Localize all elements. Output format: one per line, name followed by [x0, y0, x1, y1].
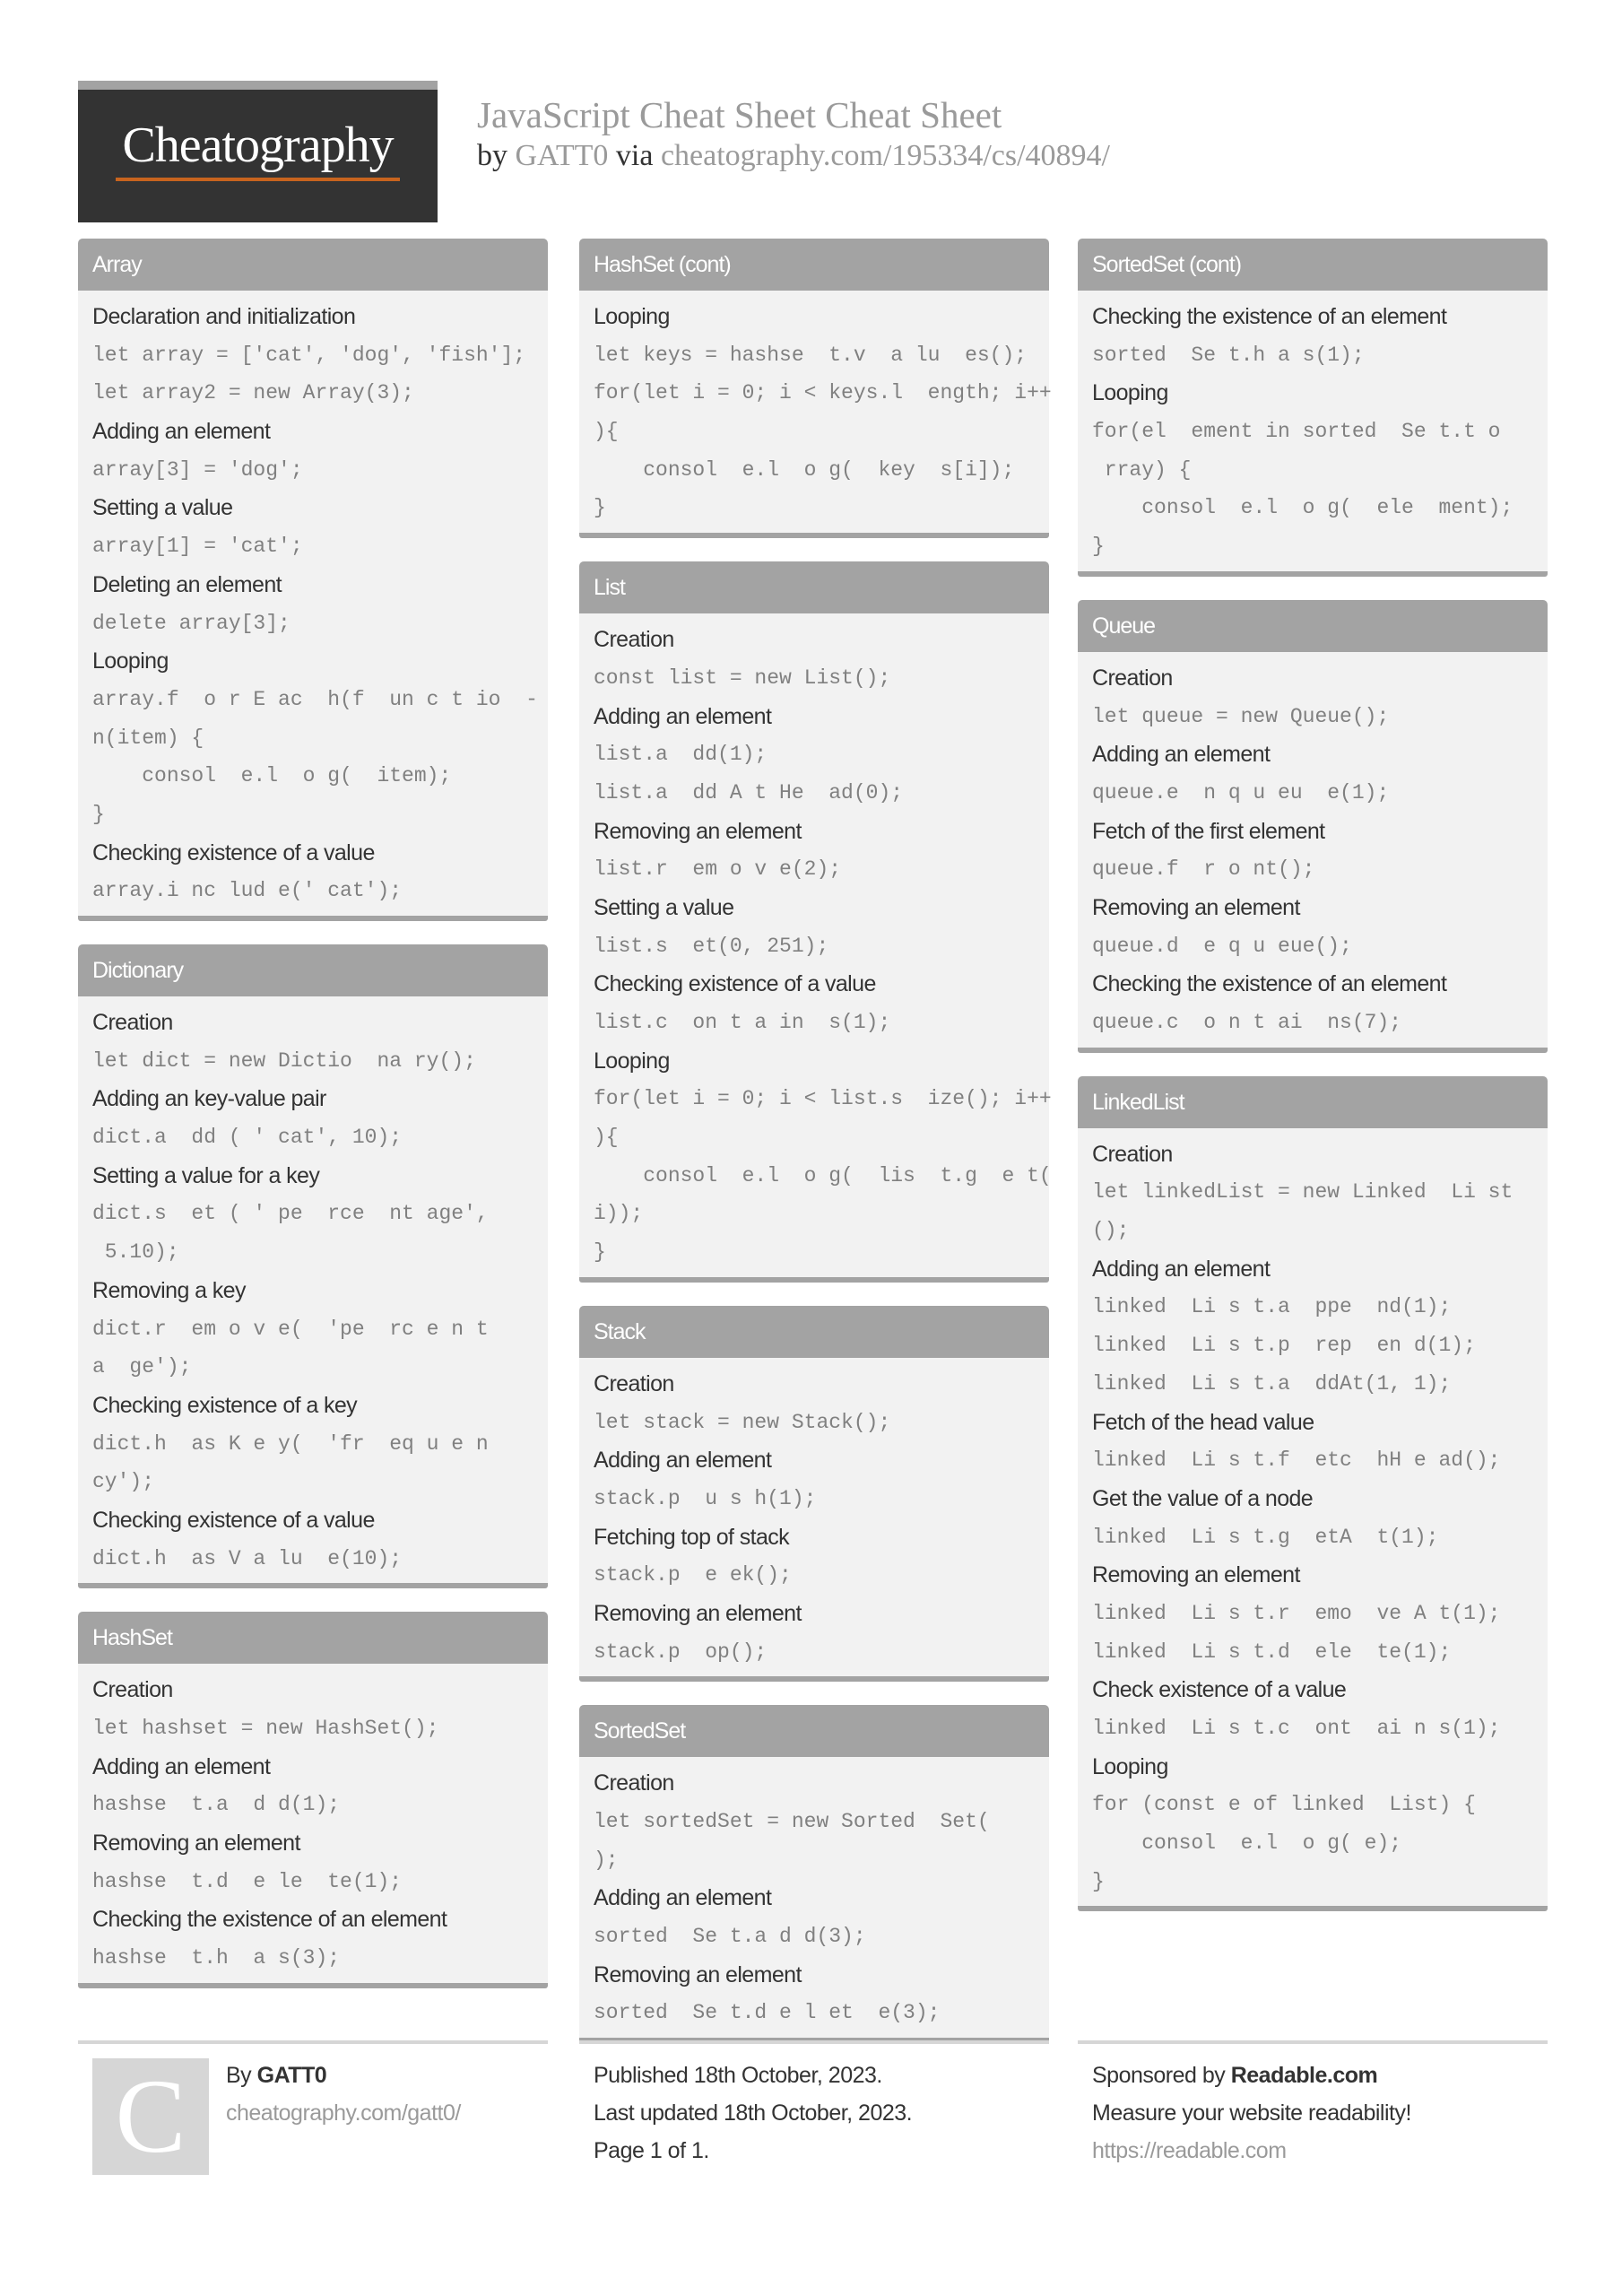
code-line: linked Li s t.c ont ai n s(1); — [1092, 1717, 1501, 1740]
code-line: linked Li s t.r emo ve A t(1); — [1092, 1601, 1501, 1625]
sponsor-line — [1092, 2057, 1548, 2094]
code-line: } — [92, 802, 105, 826]
section-sortedset-cont — [1078, 239, 1548, 577]
entry-label: Creation — [1092, 1141, 1173, 1167]
entry-label: Removing an element — [594, 818, 802, 844]
entry-label: Creation — [1092, 665, 1173, 691]
logo-underline — [116, 178, 400, 181]
entry-label: Fetching top of stack — [594, 1524, 790, 1550]
author-name: GATT0 — [256, 2063, 327, 2088]
entry-label: Setting a value — [594, 894, 734, 920]
entry-label: Looping — [92, 648, 169, 674]
code-line: array.f o r E ac h(f un c t io - — [92, 687, 538, 711]
page-subtitle — [477, 136, 1110, 176]
code-line: stack.p e ek(); — [594, 1563, 792, 1587]
entry-label: Creation — [594, 1370, 674, 1396]
entry-label: Deleting an element — [92, 571, 282, 597]
section-body — [1078, 1128, 1548, 1912]
code-line: list.a dd A t He ad(0); — [594, 780, 904, 804]
entry-label: Removing an element — [1092, 1562, 1300, 1588]
logo-text: Cheatography — [122, 117, 394, 173]
entry-label: Checking the existence of an element — [1092, 971, 1447, 997]
page-number: Page 1 of 1. — [594, 2138, 709, 2163]
code-line: consol e.l o g( item); — [92, 764, 452, 788]
entry-label: Creation — [594, 627, 674, 653]
published-date: Published 18th October, 2023. — [594, 2063, 882, 2088]
code-line: 5.10); — [92, 1240, 179, 1265]
code-line: n(item) { — [92, 726, 204, 750]
entry-label: Adding an element — [594, 1885, 772, 1911]
code-line: a ge'); — [92, 1355, 192, 1379]
code-line: queue.e n q u eu e(1); — [1092, 780, 1390, 804]
code-line: for(let i = 0; i < keys.l ength; i++ — [594, 381, 1052, 405]
author-profile-link[interactable]: cheatography.com/gatt0/ — [226, 2100, 461, 2126]
code-line: let sortedSet = new Sorted Set( — [594, 1810, 990, 1833]
code-line: dict.r em o v e( 'pe rc e n t — [92, 1317, 489, 1341]
entry-label: Looping — [1092, 380, 1168, 406]
sponsor-name[interactable]: Readable.com — [1230, 2063, 1378, 2088]
code-line: } — [1092, 1869, 1105, 1893]
code-line: dict.h as V a lu e(10); — [92, 1546, 403, 1570]
entry-label: Looping — [1092, 1753, 1168, 1779]
entry-label: Removing a key — [92, 1277, 246, 1303]
entry-label: Declaration and initialization — [92, 304, 356, 329]
code-line: array.i nc lud e(' cat'); — [92, 879, 403, 903]
entry-label: Fetch of the first element — [1092, 818, 1325, 844]
entry-label: Adding an element — [92, 1753, 271, 1779]
code-line: array[1] = 'cat'; — [92, 535, 303, 559]
code-line: } — [594, 1240, 606, 1265]
code-line: consol e.l o g( e); — [1092, 1831, 1402, 1856]
entry-label: Looping — [594, 304, 670, 329]
entry-label: Adding an element — [92, 419, 271, 445]
code-line: let stack = new Stack(); — [594, 1410, 891, 1434]
footer-dates — [579, 2040, 1049, 2170]
code-line: dict.a dd ( ' cat', 10); — [92, 1126, 403, 1150]
entry-label: Get the value of a node — [1092, 1485, 1314, 1511]
section-hashset — [78, 1612, 548, 1988]
entry-label: Fetch of the head value — [1092, 1409, 1314, 1435]
code-line: cy'); — [92, 1470, 155, 1494]
code-line: list.r em o v e(2); — [594, 857, 842, 882]
by-label: by — [477, 139, 516, 172]
code-line: for(el ement in sorted Se t.t o — [1092, 420, 1501, 444]
entry-label: Adding an element — [594, 1448, 772, 1474]
code-line: (); — [1092, 1219, 1130, 1243]
footer-author — [78, 2040, 548, 2187]
column-2 — [579, 239, 1052, 2066]
section-stack — [579, 1306, 1049, 1683]
code-line: } — [594, 496, 606, 520]
entry-label: Creation — [594, 1770, 674, 1796]
code-line: delete array[3]; — [92, 611, 291, 635]
section-body — [1078, 652, 1548, 1053]
section-title: Dictionary — [78, 944, 548, 996]
code-line: consol e.l o g( ele ment); — [1092, 496, 1514, 520]
section-title: Array — [78, 239, 548, 291]
section-body — [579, 1757, 1049, 2043]
code-line: queue.f r o nt(); — [1092, 857, 1315, 882]
entry-label: Removing an element — [92, 1831, 300, 1857]
code-line: consol e.l o g( key s[i]); — [594, 457, 1015, 482]
code-line: array[3] = 'dog'; — [92, 457, 303, 482]
sponsor-link[interactable]: https://readable.com — [1092, 2138, 1287, 2163]
section-body — [78, 996, 548, 1588]
section-sortedset — [579, 1705, 1049, 2043]
entry-label: Adding an element — [1092, 1256, 1271, 1282]
code-line: list.a dd(1); — [594, 743, 768, 767]
code-line: let dict = new Dictio na ry(); — [92, 1048, 476, 1073]
code-line: queue.d e q u eue(); — [1092, 934, 1352, 958]
entry-label: Checking existence of a key — [92, 1392, 358, 1418]
code-line: linked Li s t.d ele te(1); — [1092, 1639, 1452, 1664]
code-line: queue.c o n t ai ns(7); — [1092, 1011, 1402, 1034]
entry-label: Check existence of a value — [1092, 1677, 1347, 1703]
code-line: hashse t.a d d(1); — [92, 1793, 341, 1817]
entry-label: Checking the existence of an element — [92, 1907, 447, 1933]
sponsor-tagline: Measure your website readability! — [1092, 2100, 1411, 2126]
code-line: linked Li s t.g etA t(1); — [1092, 1525, 1439, 1549]
code-line: consol e.l o g( lis t.g e t( — [594, 1163, 1052, 1187]
author-link[interactable]: GATT0 — [515, 139, 609, 172]
section-hashset-cont — [579, 239, 1052, 538]
footer-sponsor — [1078, 2040, 1548, 2170]
entry-label: Looping — [594, 1048, 670, 1074]
code-line: dict.s et ( ' pe rce nt age', — [92, 1202, 489, 1226]
code-line: dict.h as K e y( 'fr eq u e n — [92, 1431, 489, 1456]
code-line: for (const e of linked List) { — [1092, 1793, 1476, 1817]
code-line: let array = ['cat', 'dog', 'fish']; — [92, 343, 526, 367]
section-body — [579, 1358, 1049, 1683]
entry-label: Checking the existence of an element — [1092, 304, 1447, 329]
code-line: list.c on t a in s(1); — [594, 1011, 891, 1034]
entry-label: Creation — [92, 1010, 173, 1035]
entry-label: Removing an element — [594, 1600, 802, 1626]
section-title: LinkedList — [1078, 1076, 1548, 1128]
entry-label: Checking existence of a value — [92, 1507, 375, 1533]
updated-date: Last updated 18th October, 2023. — [594, 2100, 913, 2126]
code-line: linked Li s t.f etc hH e ad(); — [1092, 1448, 1501, 1473]
sponsor-prefix: Sponsored by — [1092, 2063, 1231, 2088]
section-dictionary — [78, 944, 548, 1588]
entry-label: Setting a value for a key — [92, 1162, 320, 1188]
entry-label: Checking existence of a value — [92, 839, 375, 865]
section-title: SortedSet — [579, 1705, 1049, 1757]
entry-label: Adding an key-value pair — [92, 1086, 326, 1112]
section-body — [1078, 291, 1548, 577]
section-array — [78, 239, 548, 921]
code-line: linked Li s t.a ddAt(1, 1); — [1092, 1371, 1452, 1396]
code-line: let queue = new Queue(); — [1092, 704, 1390, 728]
code-line: linked Li s t.a ppe nd(1); — [1092, 1295, 1452, 1319]
section-title: HashSet — [78, 1612, 548, 1664]
column-3 — [1078, 239, 1548, 1935]
code-line: let array2 = new Array(3); — [92, 381, 414, 405]
section-body — [579, 613, 1052, 1283]
code-line: const list = new List(); — [594, 665, 891, 690]
section-title: List — [579, 561, 1049, 613]
code-line: hashse t.h a s(3); — [92, 1946, 341, 1970]
entry-label: Creation — [92, 1677, 173, 1703]
entry-label: Setting a value — [92, 495, 233, 521]
page-header — [477, 93, 1110, 176]
code-line: list.s et(0, 251); — [594, 934, 829, 958]
via-label: via — [608, 139, 661, 172]
section-list — [579, 561, 1052, 1283]
entry-label: Adding an element — [594, 703, 772, 729]
code-line: rray) { — [1092, 457, 1192, 482]
code-line: i)); — [594, 1202, 644, 1226]
page-title: JavaScript Cheat Sheet Cheat Sheet — [477, 94, 1002, 135]
section-title: Queue — [1078, 600, 1548, 652]
code-line: ); — [594, 1848, 619, 1872]
code-line: let keys = hashse t.v a lu es(); — [594, 343, 1028, 367]
entry-label: Removing an element — [1092, 894, 1300, 920]
code-line: sorted Se t.d e l et e(3); — [594, 2001, 941, 2025]
code-line: hashse t.d e le te(1); — [92, 1869, 403, 1893]
section-linkedlist — [1078, 1076, 1548, 1912]
code-line: stack.p op(); — [594, 1639, 768, 1664]
column-1 — [78, 239, 548, 2012]
entry-label: Adding an element — [1092, 742, 1271, 768]
code-line: sorted Se t.h a s(1); — [1092, 343, 1365, 367]
section-title: HashSet (cont) — [579, 239, 1049, 291]
entry-label: Removing an element — [594, 1961, 802, 1987]
code-line: linked Li s t.p rep en d(1); — [1092, 1334, 1476, 1358]
entry-label: Checking existence of a value — [594, 971, 876, 997]
code-line: sorted Se t.a d d(3); — [594, 1925, 866, 1949]
avatar: C — [92, 2058, 209, 2175]
section-title: Stack — [579, 1306, 1049, 1358]
section-body — [78, 291, 548, 921]
code-line: let hashset = new HashSet(); — [92, 1717, 439, 1740]
by-label: By — [226, 2063, 257, 2088]
section-title: SortedSet (cont) — [1078, 239, 1548, 291]
section-body — [579, 291, 1052, 538]
code-line: } — [1092, 535, 1105, 559]
code-line: for(let i = 0; i < list.s ize(); i++ — [594, 1087, 1052, 1111]
code-line: ){ — [594, 1126, 619, 1150]
footer-author-line — [226, 2057, 461, 2094]
sheet-url-link[interactable]: cheatography.com/195334/cs/40894/ — [660, 139, 1111, 172]
section-body — [78, 1664, 548, 1988]
code-line: ){ — [594, 420, 619, 444]
section-queue — [1078, 600, 1548, 1053]
cheatography-logo[interactable] — [78, 81, 438, 222]
code-line: let linkedList = new Linked Li st — [1092, 1180, 1514, 1205]
code-line: stack.p u s h(1); — [594, 1486, 817, 1510]
